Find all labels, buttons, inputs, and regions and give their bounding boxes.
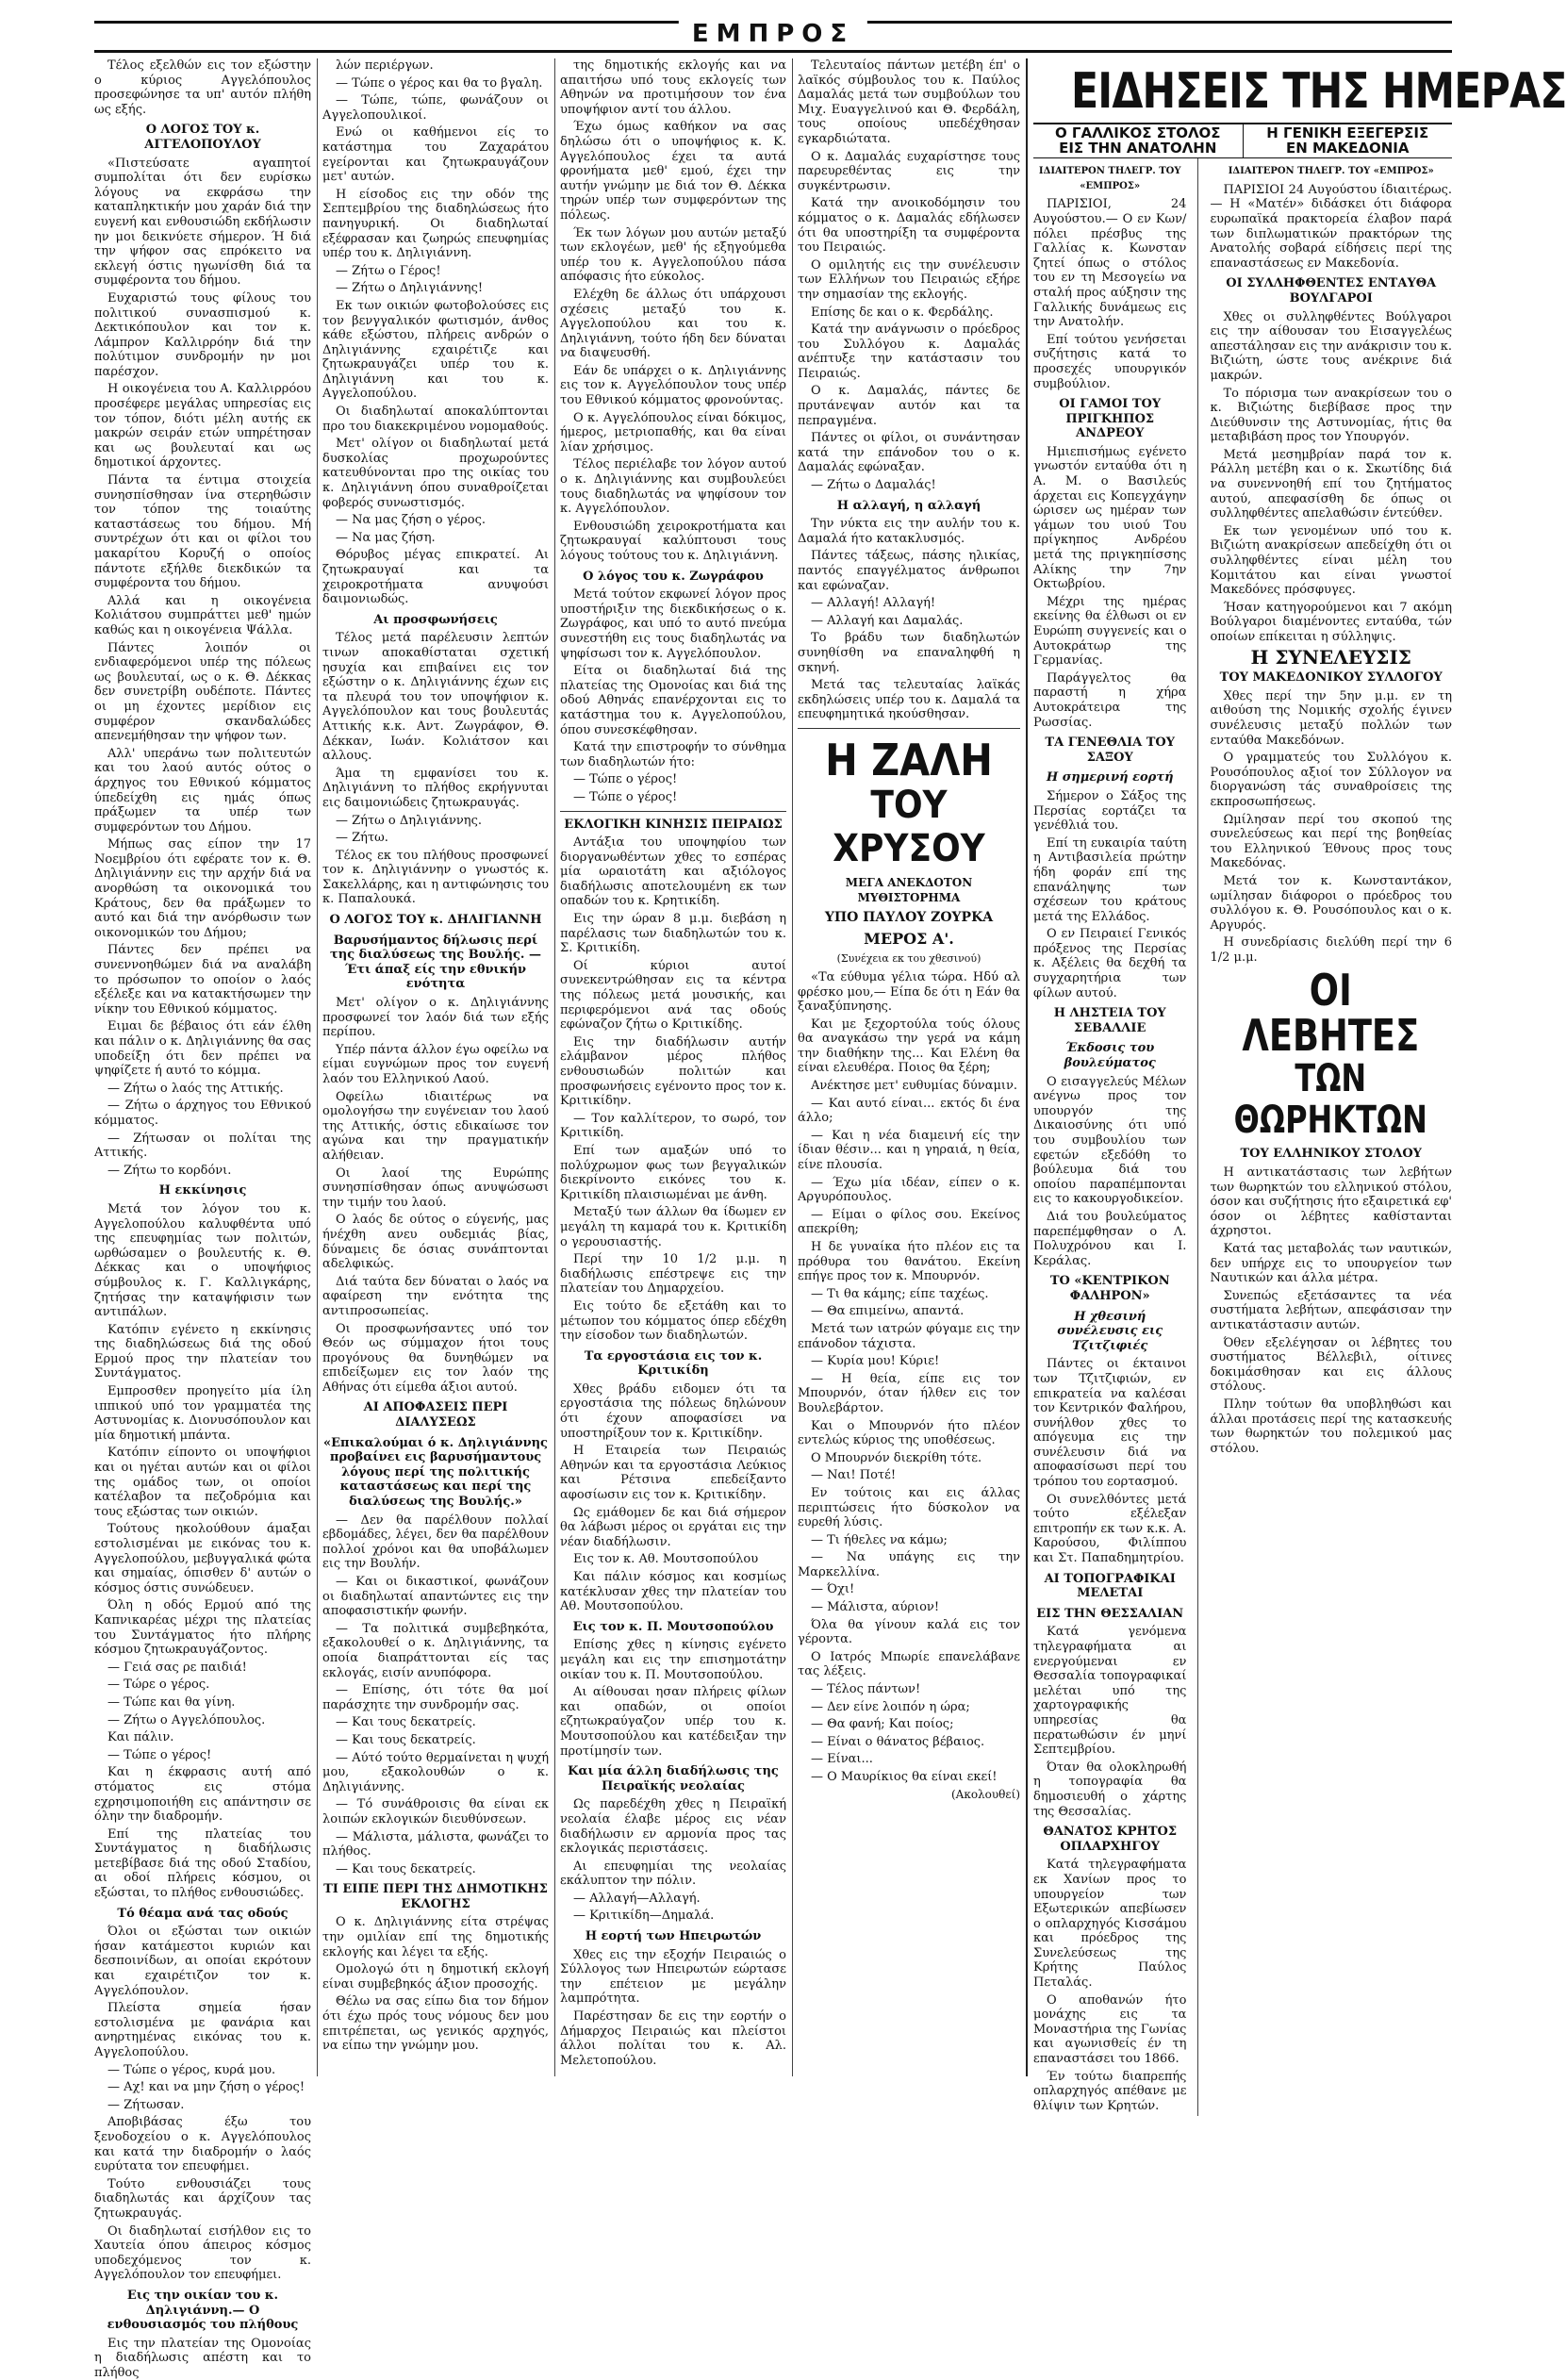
paragraph: Χθες περί την 5ην μ.μ. εν τη αιθούση της Νομικής σχολής έγινεν συνέλευσις μεταξύ πολλών των ενταύθα Μακεδόνων. — [1210, 688, 1452, 748]
news-section — [1033, 58, 1567, 2113]
paragraph: — Τώπε ο γέρος! — [107, 1747, 212, 1762]
subheading-faliron: Η χθεσινή συνέλευσις εις Τζιτζιφιές — [1057, 1309, 1163, 1353]
intro-text: Τέλος εξελθών εις τον εξώστην ο κύριος Αγγελόπουλος προσεφώνησε τα υπ' αυτόν πλήθη ως εξής. — [94, 58, 311, 117]
paragraph: Επί της πλατείας του Συντάγματος η διαδήλωσις μετεβίβασε διά της οδού Σταδίου, αι οδοί πλήρεις κόσμου, οι εξώσται, το πλήθος ενθουσιώδες. — [94, 1826, 311, 1901]
paragraph: Εμπροσθεν προηγείτο μία ίλη ιππικού υπό τον γραμματέα της Αστυνομίας κ. Διονυσόπουλον και μία δημοτική μπάντα. — [94, 1384, 311, 1443]
paragraph: — Έχω μία ιδέαν, είπεν ο κ. Αργυρόπουλος. — [798, 1175, 1020, 1205]
paragraph: Ο κ. Δηλιγιάννης είτα στρέψας την ομιλίαν επί της δημοτικής εκλογής και λέγει τα εξής. — [322, 1915, 549, 1959]
paragraph: Ο εισαγγελεύς Μέλων ανέγνω προς τον υπουργόν της Δικαιοσύνης ότι υπό του συμβουλίου των εφετών εξεδόθη το βούλευμα διά του οποίου παραπέμπονται εις το κακουργοδικείον. — [1033, 1074, 1187, 1207]
paragraph: Εις τον κ. Αθ. Μουτσοπούλου — [573, 1552, 759, 1567]
paragraph: — Και τους δεκατρείς. — [336, 1861, 476, 1876]
paragraph: Αποβιβάσας έξω του ξενοδοχείου ο κ. Αγγελόπουλος και κατά την διαδρομήν ο λαός ευρύτατα τον επευφήμει. — [94, 2115, 311, 2174]
paragraph: Ενθουσιώδη χειροκροτήματα και ζητωκραυγαί καλύπτουσι τους λόγους τούτους του κ. Δηλιγιάννη. — [560, 519, 786, 563]
paragraph: — Αλλαγή—Αλλαγή. — [573, 1891, 701, 1906]
paragraph: — Να μας ζήση ο γέρος. — [336, 513, 487, 528]
paragraph: Κατά γενόμενα τηλεγραφήματα αι ενεργούμεναι εν Θεσσαλία τοπογραφικαί μελέται υπό της χαρτογραφικής υπηρεσίας θα περατωθώσιν έν μηνί Σεπτεμβρίου. — [1033, 1625, 1187, 1758]
subheading-saxou: Η σημερινή εορτή — [1046, 770, 1174, 785]
heading-diligiannis-speech: Ο ΛΟΓΟΣ ΤΟΥ κ. ΔΗΛΙΓΙΑΝΝΗ — [329, 913, 542, 928]
news-left-paras3 — [1033, 789, 1186, 1000]
paragraph: Μετά τον κ. Κωνσταντάκον, ωμίλησαν διάφοροι ο πρόεδρος του συλλόγου κ. Θ. Ρουσόπουλος και ο κ. Αργυρός. — [1210, 873, 1452, 933]
column-rule — [792, 58, 793, 2076]
heading-angelopoulos-speech: Ο ΛΟΓΟΣ ΤΟΥ κ. ΑΓΓΕΛΟΠΟΥΛΟΥ — [144, 123, 261, 152]
paragraph: — Και τους δεκατρείς. — [336, 1715, 476, 1730]
paragraph: Η αντικατάστασις των λεβήτων των θωρηκτών του ελληνικού στόλου, όσον και συζήτησις ήτο εξαιρετικά εφ' όσον οι λέβητες καθίστανται άχρηστοι. — [1210, 1165, 1452, 1239]
paragraph: Πλείστα σημεία ήσαν εστολισμένα με φανάρια και ανηρτημένας εικόνας του κ. Αγγελοπούλου. — [94, 2001, 311, 2059]
paragraph: — Ζήτω το κορδόνι. — [107, 1163, 232, 1178]
paragraph: Εις την ώραν 8 μ.μ. διεβάση η παρέλασις των διαδηλωτών του κ. Σ. Κριτικίδη. — [560, 912, 786, 956]
news-left-paras7 — [1033, 1858, 1186, 2113]
heading-diligiannis-house: Εις την οικίαν του κ. Δηλιγιάννη.— Ο ενθουσιασμός του πλήθους — [107, 2288, 299, 2333]
paragraph: — Ζήτω ο Γέρος! — [336, 263, 441, 278]
paragraph: — Αχ! και να μην ζήση ο γέρος! — [107, 2080, 305, 2095]
subheading-topografia: ΕΙΣ ΤΗΝ ΘΕΣΣΑΛΙΑΝ — [1036, 1606, 1184, 1621]
col2-paras4 — [322, 1513, 549, 1877]
paragraph: Έν τούτω διαπρεπής οπλαρχηγός απέθανε με θλίψιν των Κρητών. — [1033, 2069, 1187, 2113]
paragraph: — Ζήτω ο Δηλιγιάννης! — [336, 281, 484, 296]
paragraph: — Να υπάγης εις την Μαρκελλίνα. — [798, 1550, 1020, 1579]
serial-title-1: Η ΖΑΛΗ — [825, 734, 993, 785]
paragraph: Οφείλω ιδιαιτέρως να ομολογήσω την ευγένειαν του λαού της Αττικής, όστις εδικαίωσε τον αγώνα και την πραγματικήν αλήθειαν. — [322, 1089, 549, 1163]
heading-lebetes: ΟΙ ΛΕΒΗΤΕΣ — [1242, 965, 1420, 1062]
paragraph: Οί κύριοι αυτοί συνεκεντρώθησαν εις τα κέντρα της πόλεως μετά μουσικής, και περιφερόμενοι ανά τας οδούς εφώναζον ζήτω ο Κριτικίδης. — [560, 958, 786, 1033]
paragraph: — Ζήτω. — [336, 831, 388, 846]
uprising-title — [1243, 124, 1453, 157]
paragraph: Θόρυβος μέγας επικρατεί. Αι ζητωκραυγαί και τα χειροκροτήματα ανυψούσι δαιμονιωδώς. — [322, 548, 549, 607]
paragraph: Διά ταύτα δεν δύναται ο λαός να αφαίρεση την ενότητα της αντιπροσωπείας. — [322, 1274, 549, 1318]
column-1 — [94, 58, 312, 2380]
paragraph: Ευχαριστώ τους φίλους του πολιτικού συνασπισμού κ. Δεκτικόπουλον και τον κ. Λάμπρον Καλλιρρόην διά την πολύτιμον συνδρομήν ην μοι παρέσχον. — [94, 290, 311, 379]
heading-topografia: ΑΙ ΤΟΠΟΓΡΑΦΙΚΑΙ ΜΕΛΕΤΑΙ — [1044, 1571, 1176, 1601]
paragraph: Ανέκτησε μετ' ευθυμίας δύναμιν. — [811, 1079, 1018, 1094]
paragraph: Η Εταιρεία των Πειραιώς Αθηνών και τα εργοστάσια Λεύκιος και Ρέτσινα επεδείξαντο αφοσίωσιν εις τον κ. Κριτικίδην. — [560, 1444, 786, 1503]
paragraph: Τούτο ενθουσιάζει τους διαδηλωτάς και άρχίζουν τας ζητωκραυγάς. — [94, 2176, 311, 2221]
paragraph: Πάντες οι φίλοι, οι συνάντησαν κατά την επάνοδον του ο κ. Δαμαλάς εφώναξαν. — [798, 431, 1020, 475]
paragraph: Εις την διαδήλωσιν αυτήν ελάμβανον μέρος πλήθος ενθουσιωδών πολιτών και προσφωνήσεις εγένοντο προς τον κ. Κριτικίδην. — [560, 1034, 786, 1109]
paragraph: — Ναι! Ποτέ! — [811, 1468, 897, 1483]
col2-paras5 — [322, 1915, 549, 2053]
paragraph: Ο γραμματεύς του Συλλόγου κ. Ρουσόπουλος αξιοί τον Σύλλογον να διοργανώση τάς συναθροίσεις της εκπροσωπήσεως. — [1210, 751, 1452, 809]
paragraph: Αλλ' υπεράνω των πολιτευτών και του λαού αυτός ούτος ο άρχηγος του Εθνικού κόμματος ύπεδείχθη εις ημάς όπως πράξωμεν τα υπέρ των συμφερόντων του Δήμου. — [94, 746, 311, 835]
paragraph: Όθεν εξελέγησαν οι λέβητες του συστήματος Βέλλεβιλ, οίτινες δοκιμάσθησαν και εις άλλους στόλους. — [1210, 1335, 1452, 1395]
paragraph: Αι επευφημίαι της νεολαίας εκάλυπτον την πόλιν. — [560, 1859, 786, 1889]
paragraph: Ημιεπισήμως εγένετο γνωστόν ενταύθα ότι η Α. Μ. ο Βασιλεύς άρχεται εις Κοπεγχάγην ώρισεν ως ημέραν των γάμων του υιού Του πρίγκηπος Ανδρέου μετά της πριγκηπίσσης Αλίκης την 7ην Οκτωβρίου. — [1033, 444, 1187, 592]
paragraph: — Τώπε ο γέρος και θα το βγαλη. — [336, 75, 543, 91]
telegram-label-right: ΙΔΙΑΙΤΕΡΟΝ ΤΗΛΕΓΡ. ΤΟΥ «ΕΜΠΡΟΣ» — [1228, 166, 1434, 177]
paragraph: Ο Μπουρνόν διεκρίθη τότε. — [811, 1450, 982, 1465]
heading-listeia: Η ΛΗΣΤΕΙΑ ΤΟΥ ΣΕΒΑΛΛΙΕ — [1053, 1006, 1166, 1035]
paragraph: — Τώπε και θα γίνη. — [107, 1694, 236, 1710]
paragraph: Και πάλιν κόσμος και κοσμίως κατέκλυσαν χθες την πλατείαν του Αθ. Μουτσοπούλου. — [560, 1570, 786, 1614]
col3-paras4 — [560, 1382, 786, 1614]
paragraph: Μετ' ολίγον οι διαδηλωταί μετά δυσκολίας προχωρούντες κατευθύνονται προ της οικίας του κ. Δηλιγιάννη όπου συναθροίζεται φοβερός συνωστισμός. — [322, 437, 549, 510]
paragraph: — Τον καλλίτερον, το σωρό, τον Κριτικίδη. — [560, 1111, 786, 1141]
paragraph: — Τώρε ο γέρος. — [107, 1678, 210, 1693]
col4-paras — [798, 58, 1020, 493]
column-rule — [1026, 58, 1028, 2076]
paragraph: — Δεν θα παρέλθουν πολλαί εβδομάδες, λέγει, δεν θα παρέλθουν πολλοί χρόνοι και θα υποβάλωμεν εις την Βουλήν. — [322, 1512, 549, 1572]
paragraph: Έκ των λόγων μου αυτών μεταξύ των εκλογέων, μεθ' ής εξηγούμεθα υπέρ του κ. Αγγελοπούλου πάσα απόφασις ήτο εύκολος. — [560, 225, 786, 285]
masthead-title: ΕΜΠΡΟΣ — [679, 20, 867, 48]
paragraph: — Η θεία, είπε εις τον Μπουρνόν, όταν ήλθεν εις τον Βουλεβάρτον. — [798, 1371, 1020, 1415]
subheading-syneleusis: ΤΟΥ ΜΑΚΕΔΟΝΙΚΟΥ ΣΥΛΛΟΓΟΥ — [1219, 670, 1443, 686]
paragraph: Ο κ. Δαμαλάς ευχαρίστησε τους παρευρεθέντας εις την συγκέντρωσιν. — [798, 149, 1020, 193]
paragraph: Μετά μεσημβρίαν παρά τον κ. Ράλλη μετέβη και ο κ. Σκωτίδης διά να συνεννοηθή επί του ζητήματος αυτού, απεφασίσθη δε όπως οι συλληφθέντες απελαθώσιν έντεύθεν. — [1210, 447, 1452, 521]
serial-title-2: ΤΟΥ ΧΡΥΣΟΥ — [833, 783, 985, 870]
paragraph: Ομολογώ ότι η δημοτική εκλογή είναι συμβεβηκός άξιον προσοχής. — [322, 1962, 549, 1992]
serial-follow: (Ακολουθεί) — [950, 1787, 1020, 1801]
paragraph: Επίσης χθες η κίνησις εγένετο μεγάλη και εις την επισημοτάτην οικίαν του κ. Π. Μουτσοπούλου. — [560, 1638, 786, 1682]
paragraph: Ειμαι δε βέβαιος ότι εάν έλθη και πάλιν ο κ. Δηλιγιάννης θα σας υποδείξη ότι δεν πρέπει να ψηφίζετε ή αυτό το κόμμα. — [94, 1019, 312, 1079]
paragraph: Αλλά και η οικογένεια Κολιάτσου συμπράττει μεθ' ημών καθώς και η οικογένεια Ψάλλα. — [94, 593, 311, 637]
paragraph: Κατά την επιστροφήν το σύνθημα των διαδηλωτών ήτο: — [560, 740, 786, 769]
paragraph: Πλην τούτων θα υποβληθώσι και άλλαι προτάσεις περί της κατασκευής των θωρηκτών του πολεμικού μας στόλου. — [1210, 1397, 1452, 1456]
col3-paras — [560, 58, 786, 564]
paragraph: — Ζήτωσαν. — [107, 2097, 185, 2112]
paragraph: Κατά τηλεγραφήματα εκ Χανίων προς το υπουργείον των Εξωτερικών απεβίωσεν ο οπλαρχηγός Κισσάμου και πρόεδρος της Συνελεύσεως της Κρήτης Παύλος Πεταλάς. — [1033, 1858, 1187, 1991]
paragraph: Μεταξύ των άλλων θα ίδωμεν εν μεγάλη τη καμαρά του κ. Κριτικίδη ο γερουσιαστής. — [560, 1205, 786, 1249]
heading-thoriktwn: ΤΩΝ ΘΩΡΗΚΤΩΝ — [1234, 1057, 1428, 1143]
news-left-paras2 — [1033, 445, 1186, 730]
paragraph: Μετά τον λόγον του κ. Αγγελοπούλου καλυφθέντα υπό της επευφημίας των πολιτών, ωρθώσαμεν ο βουλευτής κ. Θ. Δέκκας και ο υποψήφιος σύμβουλος κ. Γ. Καλλιγκάρης, ζητήσας την καταψήφισιν των αντιπάλων. — [94, 1201, 311, 1320]
news-right-paras — [1210, 183, 1452, 272]
heading-zografos: Ο λόγος του κ. Ζωγράφου — [583, 569, 764, 584]
news-left-paras5 — [1033, 1357, 1186, 1565]
heading-thanatos: ΘΑΝΑΤΟΣ ΚΡΗΤΟΣ ΟΠΛΑΡΧΗΓΟΥ — [1043, 1825, 1178, 1854]
paragraph: Μετά τούτον εκφωνεί λόγον προς υποστήριξιν της διεκδικήσεως ο κ. Ζωγράφος, και υπό το αυτό πνεύμα συνεστήθη εις τους διαδηλωτάς να ψηφίσωσι τον κ. Αγγελόπουλον. — [560, 587, 786, 661]
paragraph: Το βράδυ των διαδηλωτών συνηθίσθη να επαναληφθή η σκηνή. — [798, 631, 1020, 675]
paragraph: Ο ομιλητής εις την συνέλευσιν των Ελλήνων του Πειραιώς εξήρε την σημασίαν της εκλογής. — [798, 257, 1020, 302]
paragraph: Ο Ιατρός Μπωρίε επανελάβανε τας λέξεις. — [798, 1649, 1020, 1679]
paragraph: Παρέστησαν δε εις την εορτήν ο Δήμαρχος Πειραιώς και πλείστοι άλλοι πολίται του κ. Αλ. Μελετοπούλου. — [560, 2009, 786, 2068]
paragraph: «Πιστεύσατε αγαπητοί συμπολίται ότι δεν ευρίσκω λόγους να εκφράσω την καταπληκτικήν μου χαράν διά την ευγενή και ενθουσιώδη εκδήλωσιν ην μοι δεικνύετε σήμερον. Ή διά την ψήφον σας επρόκειτο να εκλεγή όστις ηγωνίσθη διά τα συμφέροντα του δήμου. — [94, 156, 311, 289]
news-left-paras — [1033, 197, 1186, 391]
serial-subtitle: ΜΕΓΑ ΑΝΕΚΔΟΤΟΝ ΜΥΘΙΣΤΟΡΗΜΑ — [845, 875, 973, 904]
paragraph: Υπέρ πάντα άλλον έγω οφείλω να είμαι ευγνώμων προς τον ευγενή λαόν του Ελληνικού Λαού. — [322, 1042, 549, 1086]
col2-paras — [322, 58, 549, 607]
paragraph: Η δε γυναίκα ήτο πλέον εις τα πρόθυρα του θανάτου. Εκείνη επήγε προς τον κ. Μπουρνόν. — [798, 1240, 1020, 1284]
heading-allagi: Η αλλαγή, η αλλαγή — [836, 498, 981, 513]
heading-faliron: ΤΟ «ΚΕΝΤΡΙΚΟΝ ΦΑΛΗΡΟΝ» — [1049, 1274, 1170, 1303]
paragraph: — Ζήτωσαν οι πολίται της Αττικής. — [94, 1131, 311, 1161]
paragraph: Εν τούτοις και εις άλλας περιπτώσεις ήτο δύσκολον να ευρεθή λύσις. — [798, 1485, 1020, 1530]
col1-paras3 — [94, 1925, 311, 2283]
paragraph: Είτα οι διαδηλωταί διά της πλατείας της Ομονοίας και διά της οδού Αθηνάς επανέρχονται εις το κατάστημα του κ. Αγγελοπούλου, όπου συνεσκέφθησαν. — [560, 664, 786, 737]
paragraph: Οι προσφωνήσαντες υπό τον Θεόν ως σύμμαχον ήτοι τους προγόνους θα δυνηθώμεν να επιδείξωμεν εις τον λαόν της Αθήνας ότι είμεθα άξιοι αυτού. — [322, 1321, 549, 1395]
paragraph: Πάντες δεν πρέπει να συνεννοηθώμεν διά να αναλάβη το πρόσωπον το οποίον ο λαός εξέλεξε και να κατακτήσωμεν την νίκην του Εθνικού κόμματος. — [94, 943, 311, 1016]
paragraph: — Μάλιστα, μάλιστα, φωνάζει το πλήθος. — [322, 1829, 549, 1859]
paragraph: Και με ξεχορτούλα τούς όλους θα αναγκάσω την γερά να κάμη την διαθήκην της... Και Ελένη θα είναι ελευθέρα. Ποιος θα ξέρη; — [798, 1016, 1020, 1076]
paragraph: Την νύκτα εις την αυλήν του κ. Δαμαλά ήτο κατακλυσμός. — [798, 517, 1020, 546]
paragraph: — Και αυτό είναι... εκτός δι ένα άλλο; — [798, 1096, 1020, 1126]
paragraph: Επί τη ευκαιρία ταύτη η Αντιβασιλεία πρώτην ήδη φοράν επί της επανάληψης των σχέσεων του κράτους μετά της Ελλάδος. — [1033, 835, 1187, 924]
news-left-paras6 — [1033, 1625, 1186, 1819]
paragraph: Ο κ. Δαμαλάς, πάντες δε πρυτάνεψαν αυτόν και τα πεπραγμένα. — [798, 384, 1020, 428]
column-rule — [554, 58, 555, 2076]
paragraph: Η συνεδρίασις διελύθη περί την 6 1/2 μ.μ. — [1210, 935, 1452, 965]
heading-syneleusis: Η ΣΥΝΕΛΕΥΣΙΣ — [1250, 645, 1411, 669]
french-fleet-title — [1033, 124, 1243, 157]
heading-stolou: ΤΟΥ ΕΛΛΗΝΙΚΟΥ ΣΤΟΛΟΥ — [1240, 1147, 1422, 1162]
heading-gamoi: ΟΙ ΓΑΜΟΙ ΤΟΥ ΠΡΙΓΚΗΠΟΣ ΑΝΔΡΕΟΥ — [1059, 397, 1162, 441]
paragraph: Συνεπώς εξετάσαντες τα νέα συστήματα λεβήτων, απεφάσισαν την αντικατάστασιν αυτών. — [1210, 1288, 1452, 1332]
paragraph: Ελέχθη δε άλλως ότι υπάρχουσι σχέσεις μεταξύ του κ. Αγγελοπούλου και του κ. Δηλιγιάννη, τούτο ήδη δεν δύναται να διαψευσθή. — [560, 287, 786, 361]
paragraph: — Τι θα κάμης; είπε ταχέως. — [811, 1286, 989, 1301]
paragraph: — Αύτό τούτο θερμαίνεται η ψυχή μου, εξακολουθών ο κ. Δηλιγιάννης. — [322, 1750, 549, 1794]
paragraph: Παράγγελτος θα παραστή η χήρα Αυτοκράτειρα της Ρωσσίας. — [1033, 670, 1187, 730]
paragraph: Κατά την ανάγνωσιν ο πρόεδρος του Συλλόγου κ. Δαμαλάς ανέπτυξε την κατάστασιν του Πειραιώς. — [798, 322, 1020, 381]
paragraph: Διά του βουλεύματος παρεπέμφθησαν ο Λ. Πολυχρόνου και Ι. Κεράλας. — [1033, 1209, 1187, 1268]
column-rule — [317, 58, 318, 2076]
paragraph: — Και τους δεκατρείς. — [336, 1732, 476, 1747]
news-left-paras4 — [1033, 1075, 1186, 1269]
paragraph: — Τώπε, τώπε, φωνάζουν οι Αγγελοπουλικοί. — [322, 93, 549, 123]
col3-paras7 — [560, 1948, 786, 2069]
serial-part: ΜΕΡΟΣ Α'. — [864, 929, 954, 948]
paragraph: — Ζήτω ο λαός της Αττικής. — [107, 1081, 284, 1096]
paragraph: — Γειά σας ρε παιδιά! — [107, 1660, 247, 1675]
paragraph: Αι αίθουσαι ησαν πλήρεις φίλων και οπαδών, οι οποίοι εζητωκραύγαζον υπέρ του κ. Μουτσοπούλου και κατέδειξαν την προτίμησίν των. — [560, 1685, 786, 1759]
paragraph: Εκ των οικιών φωτοβολούσες εις τον βενγγαλικόν φωτισμόν, άνθος κάθε εξώστου, πλήρεις ανδρών ο Δηλιγιάννης εχαιρέτιζε και ζητωκραυγάζει υπέρ του κ. Δηλιγιάννη και του κ. Αγγελοπούλου. — [322, 298, 549, 402]
paragraph: Μέχρι της ημέρας εκείνης θα έλθωσι οι εν Ευρώπη συγγενείς και ο Αυτοκράτωρ της Γερμανίας. — [1033, 594, 1187, 669]
heading-ipeirotes: Η εορτή των Ηπειρωτών — [585, 1929, 762, 1944]
paragraph: Κατόπιν εγένετο η εκκίνησις της διαδηλώσεως διά της οδού Ερμού προς την πλατείαν του Συντάγματος. — [94, 1322, 311, 1381]
paragraph: — Θα επιμείνω, απαντά. — [811, 1304, 965, 1319]
paragraph: Ως εμάθομεν δε και διά σήμερον θα λάβωσι μέρος οι εργάται εις την νέαν διαδήλωσιν. — [560, 1505, 786, 1549]
paragraph: — Και η νέα διαμεινή είς την ίδιαν θέσιν... και η γηραιά, η θεία, είνε πλουσία. — [798, 1128, 1020, 1173]
paragraph: Πάντες οι έκταινοι των Τζιτζιφιών, εν επικρατεία να καλέσαι τον Κεντρικόν Φαλήρου, συνήλθον χθες το απόγευμα εις την συνέλευσιν διά να αποφασίσωσι περί του τρόπου του εορτασμού. — [1033, 1357, 1187, 1490]
paragraph: — Αλλαγή και Δαμαλάς. — [811, 613, 964, 628]
paragraph: ΠΑΡΙΣΙΟΙ, 24 Αυγούστου.— Ο εν Κων/πόλει πρέσβυς της Γαλλίας κ. Κωνσταν ζητεί όπως ο στόλος του εν τη Μεσογείω να σταλή προς αύξησιν της Γαλλικής δυνάμεως εις την Ανατολήν. — [1033, 197, 1187, 330]
news-right — [1210, 158, 1452, 2116]
paragraph: — Τέλος πάντων! — [811, 1682, 921, 1697]
paragraph: Επί των αμαξών υπό το πολύχρωμον φως των βεγγαλικών διεκρίνοντο εικόνες του κ. Κριτικίδη πλαισιωμέναι με άνθη. — [560, 1143, 786, 1202]
heading-ergostasia: Τα εργοστάσια εις τον κ. Κριτικίδη — [584, 1348, 763, 1379]
paragraph: Εις τούτο δε εξετάθη και το μέτωπον του κόμματος όπερ εδέχθη την είσοδον των διαδηλωτών. — [560, 1298, 786, 1344]
paragraph: Έχω όμως καθήκον να σας δηλώσω ότι ο υποψήφιος κ. Κ. Αγγελόπουλος έχει τα αυτά φρονήματα μεθ' εμού, έχει την αυτήν γνώμην με διά τον Θ. Δέκκα τηρών υπέρ των συμφερόντων της πόλεως. — [560, 120, 786, 223]
paragraph: Οι λαοί της Ευρώπης συνησπίσθησαν όπως ανυψώσωσι την τιμήν του λαού. — [322, 1165, 549, 1210]
paragraph: Θέλω να σας είπω δια τον δήμον ότι έχω πρός τους νόμους δεν μου επιτρέπεται, ως γενικός αρχηγός, να είπω την γνώμην μου. — [322, 1994, 549, 2054]
paragraph: Το πόρισμα των ανακρίσεων του ο κ. Βιζιώτης διεβίβασε προς την Διεύθυνσιν της Αστυνομίας, ήτις θα μεταβιβάση προς τον Υπουργόν. — [1210, 386, 1452, 445]
news-right-paras2 — [1210, 310, 1452, 645]
paragraph: ΠΑΡΙΣΙΟΙ 24 Αυγούστου ίδιαιτέρως.— Η «Ματέν» διδάσκει ότι διάφορα ευρωπαϊκά πρακτορεία έλαβον παρά των διπλωματικών πρακτόρων της Ανατολής σοβαρά είδήσεις περί της επαναστάσεως εν Μακεδονία. — [1210, 182, 1452, 271]
paragraph: Τέλος περιέλαβε τον λόγον αυτού ο κ. Δηλιγιάννης και συμβουλεύει τους διαδηλωτάς να ψηφίσουν τον κ. Αγγελόπουλον. — [560, 457, 786, 517]
paragraph: — Είναι ο θάνατος βέβαιος. — [811, 1734, 985, 1749]
paragraph: Ο αποθανών ήτο μονάχης εις τα Μοναστήρια της Γωνίας και αγωνισθείς έν τη επαναστάσει του 1866. — [1033, 1992, 1187, 2067]
paragraph: Τούτους ηκολούθουν άμαξαι εστολισμέναι με εικόνας του κ. Αγγελοπούλου, μεβυγγαλικά φώτα και σημαίας, όπισθεν δ' αυτών ο κόσμος όστις συνώδευεν. — [94, 1522, 311, 1595]
paragraph: Όλοι οι εξώσται των οικιών ήσαν κατάμεστοι κυριών και δεσποινίδων, αι οποίαι εκρότουν και εχαιρέτιζον τον κ. Αγγελόπουλον. — [94, 1925, 311, 1998]
col2-paras2 — [322, 631, 549, 907]
col1-tail: Εις την πλατείαν της Ομονοίας η διαδήλωσις απέστη και το πλήθος — [94, 2336, 311, 2380]
paragraph: Χθες βράδυ ειδομεν ότι τα εργοστάσια της πόλεως δηλώνουν ότι έχουν αποφασίσει να υποστηρίξουν τον κ. Κριτικίδην. — [560, 1381, 786, 1441]
paragraph: Και ο Μπουρνόν ήτο πλέον εντελώς κύριος της υποθέσεως. — [798, 1418, 1020, 1448]
subheading-listeia: Έκδοσις του βουλεύματος — [1064, 1041, 1156, 1071]
paragraph: — Ο Μαυρίκιος θα είναι εκεί! — [811, 1770, 998, 1784]
paragraph: — Ζήτω ο άρχηγος του Εθνικού κόμματος. — [94, 1099, 311, 1128]
paragraph: Ήσαν κατηγορούμενοι και 7 ακόμη Βούλγαροι διαμένοντες ενταύθα, τών οποίων επίκειται η σύλληψις. — [1210, 600, 1452, 644]
col4-paras3 — [798, 970, 1020, 1785]
paragraph: Η οικογένεια του Α. Καλλιρρόου προσέφερε μεγάλας υπηρεσίας εις τον τόπον, διότι μέλη αυτής εκ μακρών σειράν ετών υπηρέτησαν και ως βουλευταί και ως δημοτικοί άρχοντες. — [94, 382, 311, 471]
masthead — [94, 21, 1452, 53]
paragraph: Εκ των γενομένων υπό του κ. Βιζιώτη ανακρίσεων απεδείχθη ότι οι συλληφθέντες είναι μέλη του Κομιτάτου και είναι γνωστοί Μακεδόνες πρόσφυγες. — [1210, 523, 1452, 598]
col1-paras — [94, 157, 311, 1179]
paragraph: Τέλος μετά παρέλευσιν λεπτών τινων αποκαθίσταται σχετική ησυχία και επιβαίνει εις τον εξώστην ο κ. Δηλιγιάννης έχων εις τα πλευρά του τον υποψήφιον κ. Αγγελόπουλον και τους βουλευτάς Αττικής κ.κ. Αντ. Ζωγράφον, Θ. Δέκκαν, Ιωάν. Κολιάτσον και αλλους. — [322, 631, 549, 764]
paragraph: — Ζήτω ο Αγγελόπουλος. — [107, 1712, 266, 1727]
paragraph: Μετ' ολίγον ο κ. Δηλιγιάννης προσφωνεί τον λαόν διά των εξής περίπου. — [322, 996, 549, 1040]
heading-prosfoniseis: Αι προσφωνήσεις — [373, 612, 498, 627]
heading-voulgaroi: ΟΙ ΣΥΛΛΗΦΘΕΝΤΕΣ ΕΝΤΑΥΘΑ ΒΟΥΛΓΑΡΟΙ — [1226, 276, 1437, 306]
paragraph: Επί τούτου γενήσεται συζήτησις κατά το προσεχές υπουργικόν συμβούλιον. — [1033, 332, 1187, 391]
col3-paras5 — [560, 1638, 786, 1759]
paragraph: Πάντες λοιπόν οι ενδιαφερόμενοι υπέρ της πόλεως ως βουλευταί, ως ο κ. Θ. Δέκκας δεν συνετρίβη ουδέποτε. Πάντες οι μη έχοντες μερίδιον εις συμφέρον σκανδαλώδες απενεμήθησαν την ψήφον των. — [94, 640, 311, 744]
heading-moutsopoulou: Εις τον κ. Π. Μουτσοπούλου — [572, 1619, 774, 1634]
heading-theama: Τό θέαμα ανά τας οδούς — [117, 1906, 289, 1921]
serial-continuation: (Συνέχεια εκ του χθεσινού) — [836, 952, 981, 966]
paragraph: λών περιέργων. — [336, 58, 434, 73]
col3-paras2 — [560, 587, 786, 804]
paragraph: Σήμερον ο Σάξος της Περσίας εορτάζει τα γενέθλιά του. — [1033, 788, 1187, 834]
paragraph: — Να μας ζήση. — [336, 530, 436, 545]
paragraph: Ο κ. Αγγελόπουλος είναι δόκιμος, ήμερος, μετριοπαθής, και θα είναι λίαν χρήσιμος. — [560, 410, 786, 455]
news-subheadings — [1033, 123, 1452, 158]
paragraph: Ο εν Πειραιεί Γενικός πρόξενος της Περσίας κ. Αξέλεις θα δεχθή τα συγχαρητήρια των φίλων αυτού. — [1033, 927, 1187, 1000]
news-right-paras4 — [1210, 1165, 1452, 1456]
paragraph: Αντάξια του υποψηφίου των διοργανωθέντων χθες το εσπέρας μία ωραιοτάτη και αξιόλογος διαδήλωσις αποτελουμένη εκ των οπαδών του κ. Κρητικίδη. — [560, 835, 786, 909]
french-fleet-title-2: ΕΙΣ ΤΗΝ ΑΝΑΤΟΛΗΝ — [1059, 139, 1217, 157]
paragraph: Μετά των ιατρών φύγαμε εις την επάνοδον τάχιστα. — [798, 1321, 1020, 1351]
paragraph: — Τα πολιτικά συμβεβηκότα, εξακολουθεί ο κ. Δηλιγιάννης, τα οποία διαπράττονται είς τας εκλογάς, εισίν ανυπόφορα. — [322, 1621, 549, 1680]
news-divider — [1197, 158, 1198, 2116]
paragraph: Άμα τη εμφανίσει του κ. Δηλιγιάννη το πλήθος εκρήγνυται εις δαιμονιώδεις ζητωκραυγάς. — [322, 766, 549, 810]
paragraph: Κατά την ανοικοδόμησιν του κόμματος ο κ. Δαμαλάς εδήλωσεν ότι θα υποστηρίξη τα συμφέροντα του Πειραιώς. — [798, 196, 1020, 256]
news-banner: ΕΙΔΗΣΕΙΣ ΤΗΣ ΗΜΕΡΑΣ — [1070, 63, 1567, 120]
paragraph: — Τό συνάθροισις θα είναι εκ λοιπών εκλογικών διευθύνσεων. — [322, 1797, 549, 1826]
heading-saxou: ΤΑ ΓΕΝΕΘΛΙΑ ΤΟΥ ΣΑΞΟΥ — [1045, 735, 1176, 765]
paragraph: Και πάλιν. — [107, 1730, 174, 1745]
paragraph: — Θα φανή; Και ποίος; — [811, 1717, 954, 1732]
paragraph: Κατόπιν είποντο οι υποψήφιοι και οι ηγέται αυτών και οι φίλοι της ομάδος των, οι οποίοι κατέλαβον τα πεζοδρόμια και τους εξώστας των οικιών. — [94, 1446, 311, 1519]
column-3 — [560, 58, 786, 2076]
paragraph: Κατά τας μεταβολάς των ναυτικών, δεν υπήρχε εις το υπουργείον των Ναυτικών και άλλα μέτρα. — [1210, 1242, 1452, 1286]
news-right-paras3 — [1210, 689, 1452, 966]
paragraph: Τελευταίος πάντων μετέβη έπ' ο λαϊκός σύμβουλος του κ. Παύλος Δαμαλάς μετά των συμβούλων του Μιχ. Ευαγγελινού και Θ. Φερδάλη, τους οποίους υπεδέχθησαν εγκαρδιώτατα. — [798, 58, 1020, 146]
paragraph: της δημοτικής εκλογής και να απαιτήσω υπό τους εκλογείς των Αθηνών να προτιμήσουν τον ένα υποψήφιον αντί του άλλου. — [560, 58, 786, 117]
heading-piraeus: ΕΚΛΟΓΙΚΗ ΚΙΝΗΣΙΣ ΠΕΙΡΑΙΩΣ — [564, 817, 783, 832]
col4-paras2 — [798, 517, 1020, 722]
news-left — [1033, 158, 1186, 2116]
serial-author: ΥΠΟ ΠΑΥΛΟΥ ΖΟΥΡΚΑ — [824, 910, 994, 926]
paragraph: — Επίσης, ότι τότε θα μοί παράσχητε την συνδρομήν σας. — [322, 1683, 549, 1712]
paragraph: — Μάλιστα, αύριον! — [811, 1600, 940, 1615]
col1-paras2 — [94, 1202, 311, 1901]
paragraph: — Δεν είνε λοιπόν η ώρα; — [811, 1699, 970, 1714]
paragraph: Και η έκφρασις αυτή από στόματος εις στόμα εχρησιμοποιήθη εις απάντησιν σε όλην την διαδρομήν. — [94, 1765, 311, 1825]
telegram-label-left: ΙΔΙΑΙΤΕΡΟΝ ΤΗΛΕΓΡ. ΤΟΥ «ΕΜΠΡΟΣ» — [1038, 166, 1181, 191]
heading-dimotiki-eklogi: ΤΙ ΕΙΠΕ ΠΕΡΙ ΤΗΣ ΔΗΜΟΤΙΚΗΣ ΕΚΛΟΓΗΣ — [323, 1882, 548, 1911]
paragraph: Οι συνελθόντες μετά τούτο εξέλεξαν επιτροπήν εκ των κ.κ. Α. Καρούσου, Φιλίππου και Στ. Παπαδημητρίου. — [1033, 1492, 1187, 1566]
paragraph: Ο λαός δε ούτος ο εύγενής, μας ήνέχθη ανευ ουδεμιάς βίας, δύναμεις δε όσιας συνάπτονται αδελφικώς. — [322, 1213, 549, 1272]
paragraph: — Κριτικίδη—Δημαλά. — [573, 1909, 715, 1924]
col3-paras3 — [560, 835, 786, 1344]
subheading-apofaseis: «Επικαλούμαι ό κ. Δηλιγιάννης προβαίνει εις βαρυσήμαντους λόγους περί της πολιτικής καταστάσεως και περί της διαλύσεως της Βουλής.» — [323, 1435, 548, 1510]
heading-neolaia: Και μία άλλη διαδήλωσις της Πειραϊκής νεολαίας — [568, 1764, 779, 1793]
paragraph: — Ζήτω ο Δηλιγιάννης. — [336, 813, 483, 828]
column-2 — [322, 58, 549, 2076]
paragraph: — Είμαι ο φίλος σου. Εκείνος απεκρίθη; — [798, 1207, 1020, 1237]
paragraph: — Και οι δικαστικοί, φωνάζουν οι διαδηλωταί απαντώντες εις την αποφασιστικήν φωνήν. — [322, 1575, 549, 1619]
paragraph: Η είσοδος εις την οδόν της Σεπτεμβρίου της διαδηλώσεως ήτο πανηγυρική. Οι διαδηλωταί εξέφρασαν και ζωηρώς επευφημίας υπέρ του κ. Δηλιγιάννη. — [322, 187, 549, 261]
subheading-dissolution: Βαρυσήμαντος δήλωσις περί της διαλύσεως της Βουλής. — Έτι άπαξ είς την εθνικήν ενότητα — [330, 933, 541, 992]
paragraph: Οι διαδηλωταί εισήλθον εις το Χαυτεία όπου άπειρος κόσμος υποδεχόμενος τον κ. Αγγελόπουλον τον επευφήμει. — [94, 2223, 311, 2283]
paragraph: — Κυρία μου! Κύριε! — [811, 1354, 940, 1369]
paragraph: Ενώ οι καθήμενοι είς το κατάστημα του Ζαχαράτου εγείρονται και ζητωκραυγάζουν μετ' αυτών. — [322, 125, 549, 185]
paragraph: Ωμίλησαν περί του σκοπού της συνελεύσεως και περί της βοηθείας του Ελληνικού Έθνους προς τους Μακεδόνας. — [1210, 812, 1452, 871]
paragraph: — Τώπε ο γέρος! — [573, 772, 678, 787]
paragraph: Ως παρεδέχθη χθες η Πειραϊκή νεολαία έλαβε μέρος εις νέαν διαδήλωσιν εν αρμονία προς τας εκλογικάς περιστάσεις. — [560, 1797, 786, 1857]
paragraph: Όλα θα γίνουν καλά εις τον γέροντα. — [798, 1617, 1020, 1647]
paragraph: — Τώπε ο γέρος! — [573, 789, 678, 804]
french-fleet-title-1: Ο ΓΑΛΛΙΚΟΣ ΣΤΟΛΟΣ — [1054, 124, 1221, 141]
paragraph: Επίσης δε και ο κ. Φερδάλης. — [811, 305, 994, 320]
col3-paras6 — [560, 1797, 786, 1924]
paragraph: Χθες εις την εξοχήν Πειραιώς ο Σύλλογος των Ηπειρωτών εώρτασε την επέτειον με μεγάλην λαμπρότητα. — [560, 1947, 786, 2007]
paragraph: — Όχι! — [811, 1582, 855, 1597]
paragraph: — Τι ήθελες να κάμω; — [811, 1532, 948, 1547]
uprising-title-2: ΕΝ ΜΑΚΕΔΟΝΙΑ — [1285, 139, 1410, 157]
paragraph: Μετά τας τελευταίας λαϊκάς εκδηλώσεις υπέρ του κ. Δαμαλά τα επευφημητικά ηκούσθησαν. — [798, 678, 1020, 722]
paragraph: Περί την 10 1/2 μ.μ. η διαδήλωσις επέστρεψε εις την πλατείαν του Δημαρχείου. — [560, 1252, 786, 1297]
heading-ekkinisis: Η εκκίνησις — [158, 1183, 247, 1198]
paragraph: Όλη η οδός Ερμού από της Καπνικαρέας μέχρι της πλατείας του Συντάγματος ήτο πλήρης κόσμου ζητωκραυγάζοντος. — [94, 1598, 311, 1658]
paragraph: Εάν δε υπάρχει ο κ. Δηλιγιάννης εις τον κ. Αγγελόπουλον τους υπέρ του Εθνικού κόμματος φρονούντας. — [560, 363, 786, 408]
paragraph: Χθες οι συλληφθέντες Βούλγαροι εις την αίθουσαν του Εισαγγελέως απεστάλησαν εις την ανάκρισιν του κ. Βιζιώτη, ώστε τους ανέκρινε διά μακρών. — [1210, 309, 1452, 383]
paragraph: Μήπως σας είπον την 17 Νοεμβρίου ότι εφέρατε τον κ. Θ. Δηλιγιάννην εις την αρχήν διά να ανορθώση τα οικονομικά του Κράτους, δεν θα πράξωμεν το αυτό και διά την ανόρθωσιν των οικονομικών του Δήμου; — [94, 837, 311, 940]
paragraph: «Τα εύθυμα γέλια τώρα. Ηδύ αλ φρέσκο μου,— Είπα δε ότι η Εάν θα ξαναξύπνησης. — [798, 969, 1020, 1015]
paragraph: Όταν θα ολοκληρωθή η τοπογραφία θα δημοσιευθή ο χάρτης της Θεσσαλίας. — [1033, 1760, 1187, 1819]
paragraph: Πάντες τάξεως, πάσης ηλικίας, παντός επαγγέλματος άνθρωποι και εφώναζαν. — [798, 549, 1020, 593]
heading-apofaseis: ΑΙ ΑΠΟΦΑΣΕΙΣ ΠΕΡΙ ΔΙΑΛΥΣΕΩΣ — [363, 1400, 508, 1430]
paragraph: — Αλλαγή! Αλλαγή! — [811, 596, 936, 611]
paragraph: Τέλος εκ του πλήθους προσφωνεί τον κ. Δηλιγιάννην ο γνωστός κ. Σακελλάρης, και η αντιφώνησις του κ. Παπαλουκά. — [322, 848, 549, 907]
paragraph: Πάντα τα έντιμα στοιχεία συνησπίσθησαν ίνα στερηθώσιν τον τόπον της τοιαύτης καταστάσεως του δήμου. Μή συντρέχων ότι και οι φίλοι του μακαρίτου Κορυζή ο οποίος πάντοτε εξήλθε διεκδικών τα συμφέροντα του δήμου. — [94, 473, 311, 591]
column-4 — [798, 58, 1020, 2076]
col2-paras3 — [322, 996, 549, 1395]
paragraph: — Ζήτω ο Δαμαλάς! — [811, 478, 936, 493]
paragraph: — Είναι... — [811, 1752, 873, 1767]
paragraph: Οι διαδηλωταί αποκαλύπτονται προ του διακεκριμένου νομομαθούς. — [322, 405, 549, 434]
paragraph: — Τώπε ο γέρος, κυρά μου. — [107, 2062, 276, 2077]
uprising-title-1: Η ΓΕΝΙΚΗ ΕΞΕΓΕΡΣΙΣ — [1266, 124, 1429, 141]
